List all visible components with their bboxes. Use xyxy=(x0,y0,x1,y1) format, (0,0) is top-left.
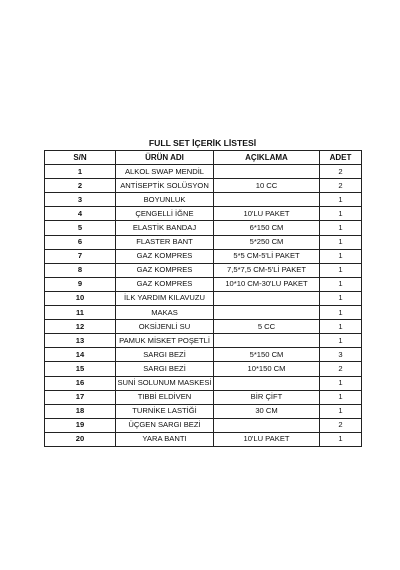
content-table xyxy=(44,150,362,447)
table-row xyxy=(45,277,362,291)
row-quantity: 1 xyxy=(320,235,362,249)
table-row xyxy=(45,165,362,179)
row-description: 30 CM xyxy=(214,404,320,418)
row-product-name: ÜÇGEN SARGI BEZİ xyxy=(116,418,214,432)
row-quantity: 1 xyxy=(320,404,362,418)
table-row xyxy=(45,418,362,432)
row-quantity: 1 xyxy=(320,320,362,334)
row-product-name: GAZ KOMPRES xyxy=(116,277,214,291)
row-product-name: ANTİSEPTİK SOLÜSYON xyxy=(116,179,214,193)
table-row xyxy=(45,221,362,235)
row-product-name: İLK YARDIM KILAVUZU xyxy=(116,291,214,305)
header-description: AÇIKLAMA xyxy=(214,151,320,165)
row-quantity: 3 xyxy=(320,348,362,362)
row-product-name: BOYUNLUK xyxy=(116,193,214,207)
row-sn: 8 xyxy=(45,263,116,277)
row-quantity: 1 xyxy=(320,334,362,348)
row-quantity: 1 xyxy=(320,277,362,291)
row-description: 10'LU PAKET xyxy=(214,432,320,446)
row-sn: 2 xyxy=(45,179,116,193)
row-description: 5*250 CM xyxy=(214,235,320,249)
table-row xyxy=(45,207,362,221)
row-sn: 7 xyxy=(45,249,116,263)
table-row xyxy=(45,334,362,348)
table-row xyxy=(45,404,362,418)
row-quantity: 1 xyxy=(320,193,362,207)
row-quantity: 1 xyxy=(320,249,362,263)
table-row xyxy=(45,249,362,263)
table-row xyxy=(45,348,362,362)
row-sn: 11 xyxy=(45,306,116,320)
header-product-name: ÜRÜN ADI xyxy=(116,151,214,165)
row-sn: 10 xyxy=(45,291,116,305)
row-sn: 4 xyxy=(45,207,116,221)
row-product-name: TIBBİ ELDİVEN xyxy=(116,390,214,404)
row-product-name: FLASTER BANT xyxy=(116,235,214,249)
row-product-name: GAZ KOMPRES xyxy=(116,263,214,277)
table-row xyxy=(45,390,362,404)
table-row xyxy=(45,179,362,193)
row-product-name: TURNİKE LASTİĞİ xyxy=(116,404,214,418)
row-quantity: 2 xyxy=(320,362,362,376)
row-sn: 15 xyxy=(45,362,116,376)
header-row xyxy=(45,151,362,165)
row-product-name: SARGI BEZİ xyxy=(116,348,214,362)
row-sn: 9 xyxy=(45,277,116,291)
row-quantity: 1 xyxy=(320,263,362,277)
row-quantity: 1 xyxy=(320,376,362,390)
row-description: BİR ÇİFT xyxy=(214,390,320,404)
list-title: FULL SET İÇERİK LİSTESİ xyxy=(148,138,257,148)
row-description xyxy=(214,165,320,179)
row-product-name: SUNİ SOLUNUM MASKESİ xyxy=(116,376,214,390)
row-quantity: 2 xyxy=(320,179,362,193)
row-sn: 19 xyxy=(45,418,116,432)
row-quantity: 1 xyxy=(320,432,362,446)
row-product-name: ALKOL SWAP MENDİL xyxy=(116,165,214,179)
row-product-name: ELASTİK BANDAJ xyxy=(116,221,214,235)
row-sn: 20 xyxy=(45,432,116,446)
header-sn: S/N xyxy=(45,151,116,165)
row-sn: 14 xyxy=(45,348,116,362)
row-description xyxy=(214,334,320,348)
row-quantity: 1 xyxy=(320,306,362,320)
table-row xyxy=(45,362,362,376)
table-row xyxy=(45,320,362,334)
row-quantity: 1 xyxy=(320,390,362,404)
row-description: 5*5 CM-5'Lİ PAKET xyxy=(214,249,320,263)
row-sn: 5 xyxy=(45,221,116,235)
row-description: 10*10 CM-30'LU PAKET xyxy=(214,277,320,291)
row-sn: 18 xyxy=(45,404,116,418)
row-product-name: PAMUK MİSKET POŞETLİ xyxy=(116,334,214,348)
row-description xyxy=(214,376,320,390)
row-product-name: OKSİJENLİ SU xyxy=(116,320,214,334)
row-description: 10 CC xyxy=(214,179,320,193)
row-description xyxy=(214,306,320,320)
row-product-name: GAZ KOMPRES xyxy=(116,249,214,263)
header-quantity: ADET xyxy=(320,151,362,165)
row-product-name: SARGI BEZİ xyxy=(116,362,214,376)
table-row xyxy=(45,263,362,277)
row-description: 10*150 CM xyxy=(214,362,320,376)
row-quantity: 1 xyxy=(320,291,362,305)
row-sn: 13 xyxy=(45,334,116,348)
row-description: 10'LU PAKET xyxy=(214,207,320,221)
row-description: 5*150 CM xyxy=(214,348,320,362)
row-sn: 6 xyxy=(45,235,116,249)
row-sn: 12 xyxy=(45,320,116,334)
table-row xyxy=(45,376,362,390)
row-description xyxy=(214,193,320,207)
row-product-name: MAKAS xyxy=(116,306,214,320)
row-quantity: 1 xyxy=(320,207,362,221)
row-quantity: 2 xyxy=(320,165,362,179)
row-description: 6*150 CM xyxy=(214,221,320,235)
row-description: 7,5*7,5 CM-5'Lİ PAKET xyxy=(214,263,320,277)
row-quantity: 1 xyxy=(320,221,362,235)
row-sn: 16 xyxy=(45,376,116,390)
row-description: 5 CC xyxy=(214,320,320,334)
table-row xyxy=(45,235,362,249)
table-row xyxy=(45,193,362,207)
row-product-name: YARA BANTI xyxy=(116,432,214,446)
table-row xyxy=(45,306,362,320)
table-row xyxy=(45,291,362,305)
table-row xyxy=(45,432,362,446)
row-quantity: 2 xyxy=(320,418,362,432)
row-sn: 1 xyxy=(45,165,116,179)
row-description xyxy=(214,418,320,432)
row-description xyxy=(214,291,320,305)
row-product-name: ÇENGELLİ İĞNE xyxy=(116,207,214,221)
row-sn: 3 xyxy=(45,193,116,207)
row-sn: 17 xyxy=(45,390,116,404)
